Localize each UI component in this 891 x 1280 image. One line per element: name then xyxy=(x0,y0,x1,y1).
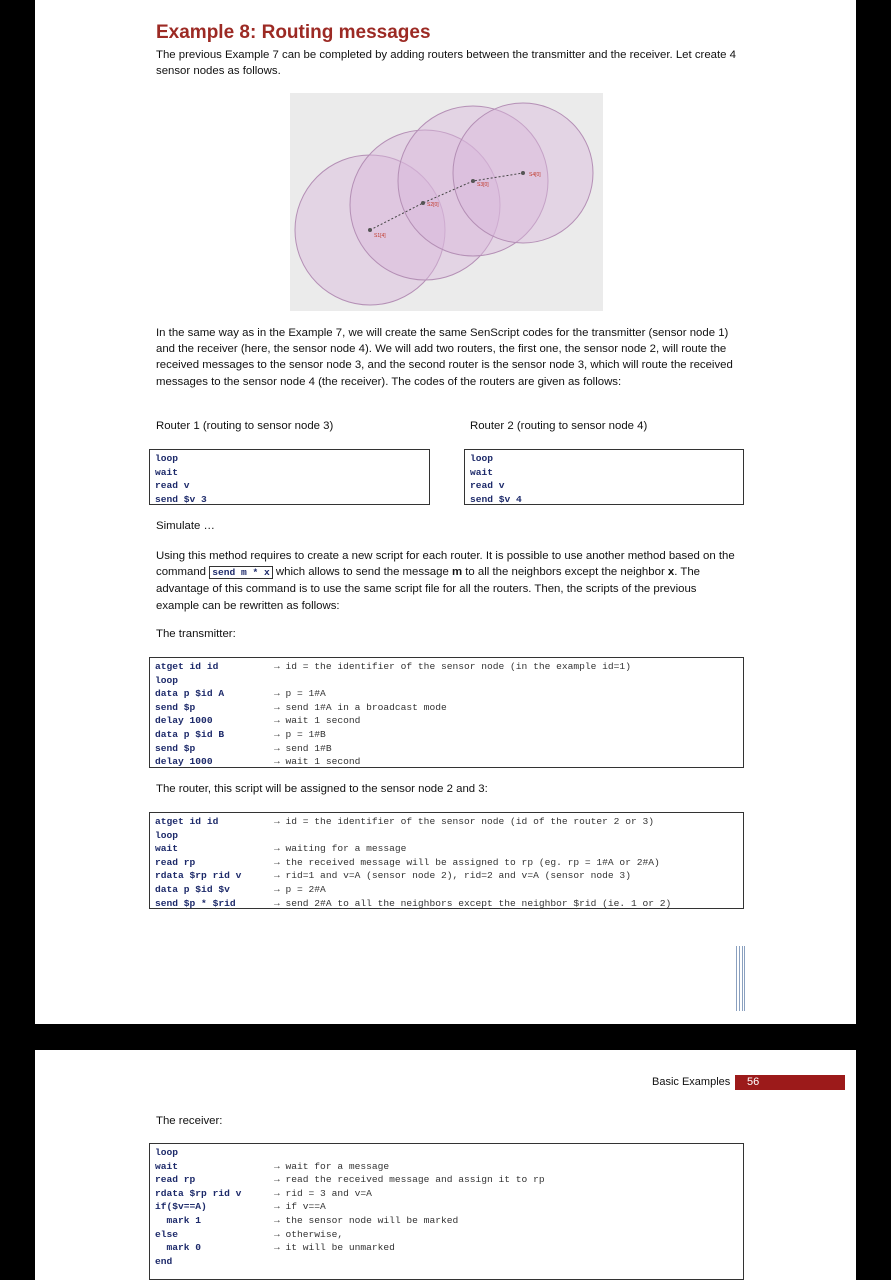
comment-line: → p = 1#B xyxy=(274,728,326,740)
node-label-s4: S4[0] xyxy=(529,172,541,178)
code-line: wait xyxy=(470,466,494,478)
code-line: mark 0 xyxy=(155,1242,202,1254)
router1-code xyxy=(155,452,207,506)
code-line: mark 1 xyxy=(155,1214,202,1226)
code-line: delay 1000 xyxy=(155,715,213,727)
code-line: data p $id B xyxy=(155,728,225,740)
transmitter-code xyxy=(155,660,224,769)
code-line: loop xyxy=(470,453,494,464)
code-line: read rp xyxy=(155,1174,196,1186)
router2-code-box xyxy=(464,449,744,505)
router1-label: Router 1 (routing to sensor node 3) xyxy=(156,420,334,432)
comment-line: → id = the identifier of the sensor node (id of the router 2 or 3) xyxy=(274,816,654,827)
router-code xyxy=(155,815,241,910)
comment-line xyxy=(274,674,631,688)
code-line: send $p * $rid xyxy=(155,897,236,909)
margin-bar xyxy=(744,946,745,1011)
transmitter-comments xyxy=(274,660,631,769)
document-page-2 xyxy=(35,1050,856,1280)
code-line: read v xyxy=(470,480,505,492)
comment-line: → read the received message and assign it to rp xyxy=(274,1174,545,1186)
code-line: send $v 3 xyxy=(155,493,207,505)
code-line: wait xyxy=(155,1160,179,1172)
receiver-comments xyxy=(274,1146,545,1255)
simulate-text: Simulate … xyxy=(156,520,215,532)
comment-line: → p = 2#A xyxy=(274,883,326,895)
inline-command: send m * x xyxy=(209,566,273,579)
comment-line: → send 1#B xyxy=(274,742,332,754)
code-line: read rp xyxy=(155,856,196,868)
comment-line: → id = the identifier of the sensor node (in the example id=1) xyxy=(274,661,631,672)
comment-line: → wait 1 second xyxy=(274,756,361,768)
margin-bar xyxy=(742,946,743,1011)
node-s4 xyxy=(521,171,525,175)
code-line: wait xyxy=(155,843,179,855)
margin-bar xyxy=(739,946,740,1011)
method-text-b: which allows to send the message xyxy=(272,566,452,579)
page-number: 56 xyxy=(747,1076,760,1088)
router2-code xyxy=(470,452,522,506)
node-s1 xyxy=(368,228,372,232)
comment-line: → waiting for a message xyxy=(274,843,407,855)
code-line: read v xyxy=(155,480,190,492)
comment-line: → it will be unmarked xyxy=(274,1242,395,1254)
comment-line: → wait 1 second xyxy=(274,715,361,727)
comment-line: → the received message will be assigned to rp (eg. rp = 1#A or 2#A) xyxy=(274,856,660,868)
method-text-d: . The advantage of this command is to use the same script file for all the routers. Then, the scripts of the previous example can be rewritten as follows: xyxy=(156,566,701,612)
sensor-network-diagram xyxy=(290,93,603,311)
comment-line: → if v==A xyxy=(274,1201,326,1213)
comment-line: → send 2#A to all the neighbors except the neighbor $rid (ie. 1 or 2) xyxy=(274,897,672,909)
comment-line: → p = 1#A xyxy=(274,688,326,700)
comment-line: → send 1#A in a broadcast mode xyxy=(274,701,447,713)
comment-line: → rid=1 and v=A (sensor node 2), rid=2 and v=A (sensor node 3) xyxy=(274,870,631,882)
code-line: delay 1000 xyxy=(155,756,213,768)
router-comments xyxy=(274,815,671,910)
method-text-c: to all the neighbors except the neighbor xyxy=(462,566,668,579)
receiver-code xyxy=(155,1146,241,1268)
code-line: wait xyxy=(155,466,179,478)
code-line: atget id id xyxy=(155,661,219,672)
code-line: else xyxy=(155,1228,179,1240)
method-text-a: Using this method requires to create a new script for each router. It is possible to use another method based on the command xyxy=(156,550,735,579)
comment-line xyxy=(274,1146,545,1160)
page-title: Example 8: Routing messages xyxy=(156,22,431,43)
code-line: data p $id $v xyxy=(155,883,230,895)
comment-line xyxy=(274,829,671,843)
method-text-m: m xyxy=(451,566,463,579)
code-line: rdata $rp rid v xyxy=(155,870,242,882)
code-line: loop xyxy=(155,829,179,841)
code-line: if($v==A) xyxy=(155,1201,207,1213)
code-line: send $p xyxy=(155,701,196,713)
code-line: data p $id A xyxy=(155,688,225,700)
comment-line: → the sensor node will be marked xyxy=(274,1214,459,1226)
page-number-box xyxy=(735,1075,845,1090)
method-text-x: x xyxy=(667,566,675,579)
section-label: Basic Examples xyxy=(652,1076,731,1088)
document-page-1 xyxy=(35,0,856,1024)
code-line: send $v 4 xyxy=(470,493,522,505)
router1-code-box xyxy=(149,449,430,505)
sensor-network-figure xyxy=(290,93,603,311)
node-s3 xyxy=(471,179,475,183)
comment-line: → rid = 3 and v=A xyxy=(274,1187,372,1199)
code-line: end xyxy=(155,1255,173,1267)
code-line: rdata $rp rid v xyxy=(155,1187,242,1199)
comment-line: → otherwise, xyxy=(274,1228,344,1240)
transmitter-label: The transmitter: xyxy=(156,628,236,640)
transmitter-code-box xyxy=(149,657,744,768)
receiver-code-box xyxy=(149,1143,744,1280)
router-code-box xyxy=(149,812,744,909)
router2-label: Router 2 (routing to sensor node 4) xyxy=(470,420,648,432)
router-label: The router, this script will be assigned to the sensor node 2 and 3: xyxy=(156,783,488,795)
comment-line: → wait for a message xyxy=(274,1160,390,1172)
receiver-label: The receiver: xyxy=(156,1115,223,1127)
code-line: loop xyxy=(155,453,179,464)
code-line: loop xyxy=(155,1147,179,1158)
method-paragraph xyxy=(156,548,738,614)
code-line: loop xyxy=(155,674,179,686)
node-label-s2: S2[0] xyxy=(427,202,439,208)
node-label-s3: S3[0] xyxy=(477,182,489,188)
margin-bar xyxy=(736,946,737,1011)
code-line: send $p xyxy=(155,742,196,754)
intro-paragraph: The previous Example 7 can be completed by adding routers between the transmitter and the receiver. Let create 4 sensor nodes as follows. xyxy=(156,49,736,78)
node-label-s1: S1[4] xyxy=(374,233,386,239)
routers-paragraph: In the same way as in the Example 7, we will create the same SenScript codes for the transmitter (sensor node 1) and the receiver (here, the sensor node 4). We will add two routers, the first one, the sensor node 2, will route the received messages to the sensor node 3, and the second router is the sensor node 3, which will route the received messages to the sensor node 4 (the receiver). The codes of the routers are given as follows: xyxy=(156,327,733,388)
code-line: atget id id xyxy=(155,816,219,827)
node-s2 xyxy=(421,201,425,205)
